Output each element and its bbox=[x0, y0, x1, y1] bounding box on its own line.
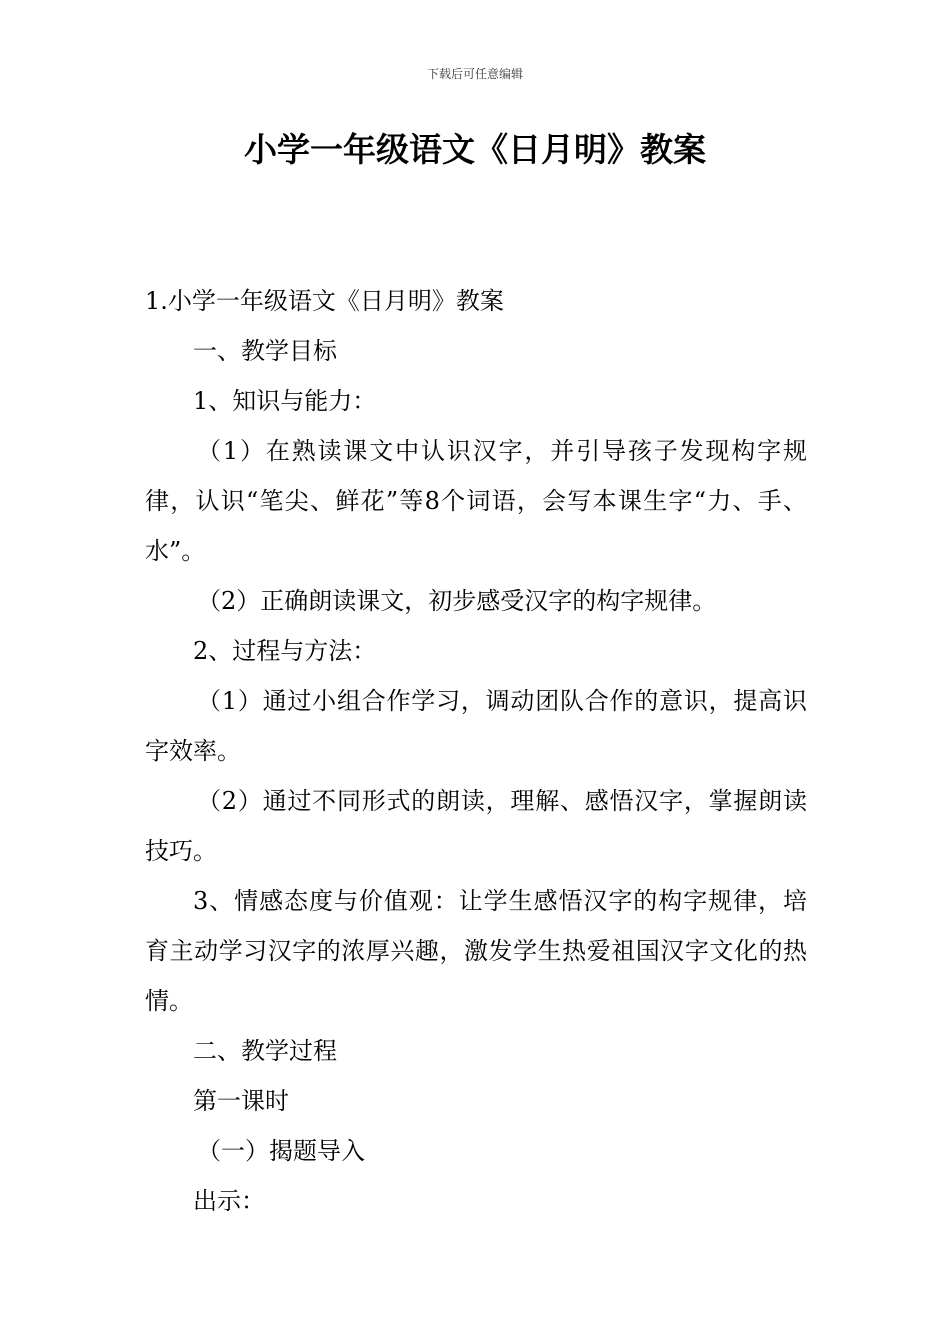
subheading-process: 2、过程与方法： bbox=[193, 637, 377, 665]
paragraph: （1）通过小组合作学习，调动团队合作的意识，提高识字效率。 bbox=[145, 687, 807, 765]
paragraph: （1）在熟读课文中认识汉字，并引导孩子发现构字规律，认识“笔尖、鲜花”等8个词语，会写本课生字“力、手、水”。 bbox=[145, 437, 807, 565]
section-heading: 1.小学一年级语文《日月明》教案 bbox=[145, 287, 504, 315]
heading-teaching-process: 二、教学过程 bbox=[193, 1037, 337, 1065]
subheading-introduction: （一）揭题导入 bbox=[197, 1137, 365, 1165]
document-title: 小学一年级语文《日月明》教案 bbox=[244, 130, 706, 169]
heading-teaching-goals: 一、教学目标 bbox=[193, 337, 337, 365]
paragraph: 3、情感态度与价值观：让学生感悟汉字的构字规律，培育主动学习汉字的浓厚兴趣，激发学生热爱祖国汉字文化的热情。 bbox=[145, 887, 807, 1015]
subheading-knowledge: 1、知识与能力： bbox=[193, 387, 377, 415]
paragraph: （2）通过不同形式的朗读，理解、感悟汉字，掌握朗读技巧。 bbox=[145, 787, 807, 865]
document-body bbox=[145, 276, 807, 1226]
paragraph: （2）正确朗读课文，初步感受汉字的构字规律。 bbox=[197, 587, 717, 615]
header-note: 下载后可任意编辑 bbox=[426, 67, 523, 81]
subheading-first-lesson: 第一课时 bbox=[193, 1087, 289, 1115]
paragraph: 出示： bbox=[193, 1187, 265, 1215]
